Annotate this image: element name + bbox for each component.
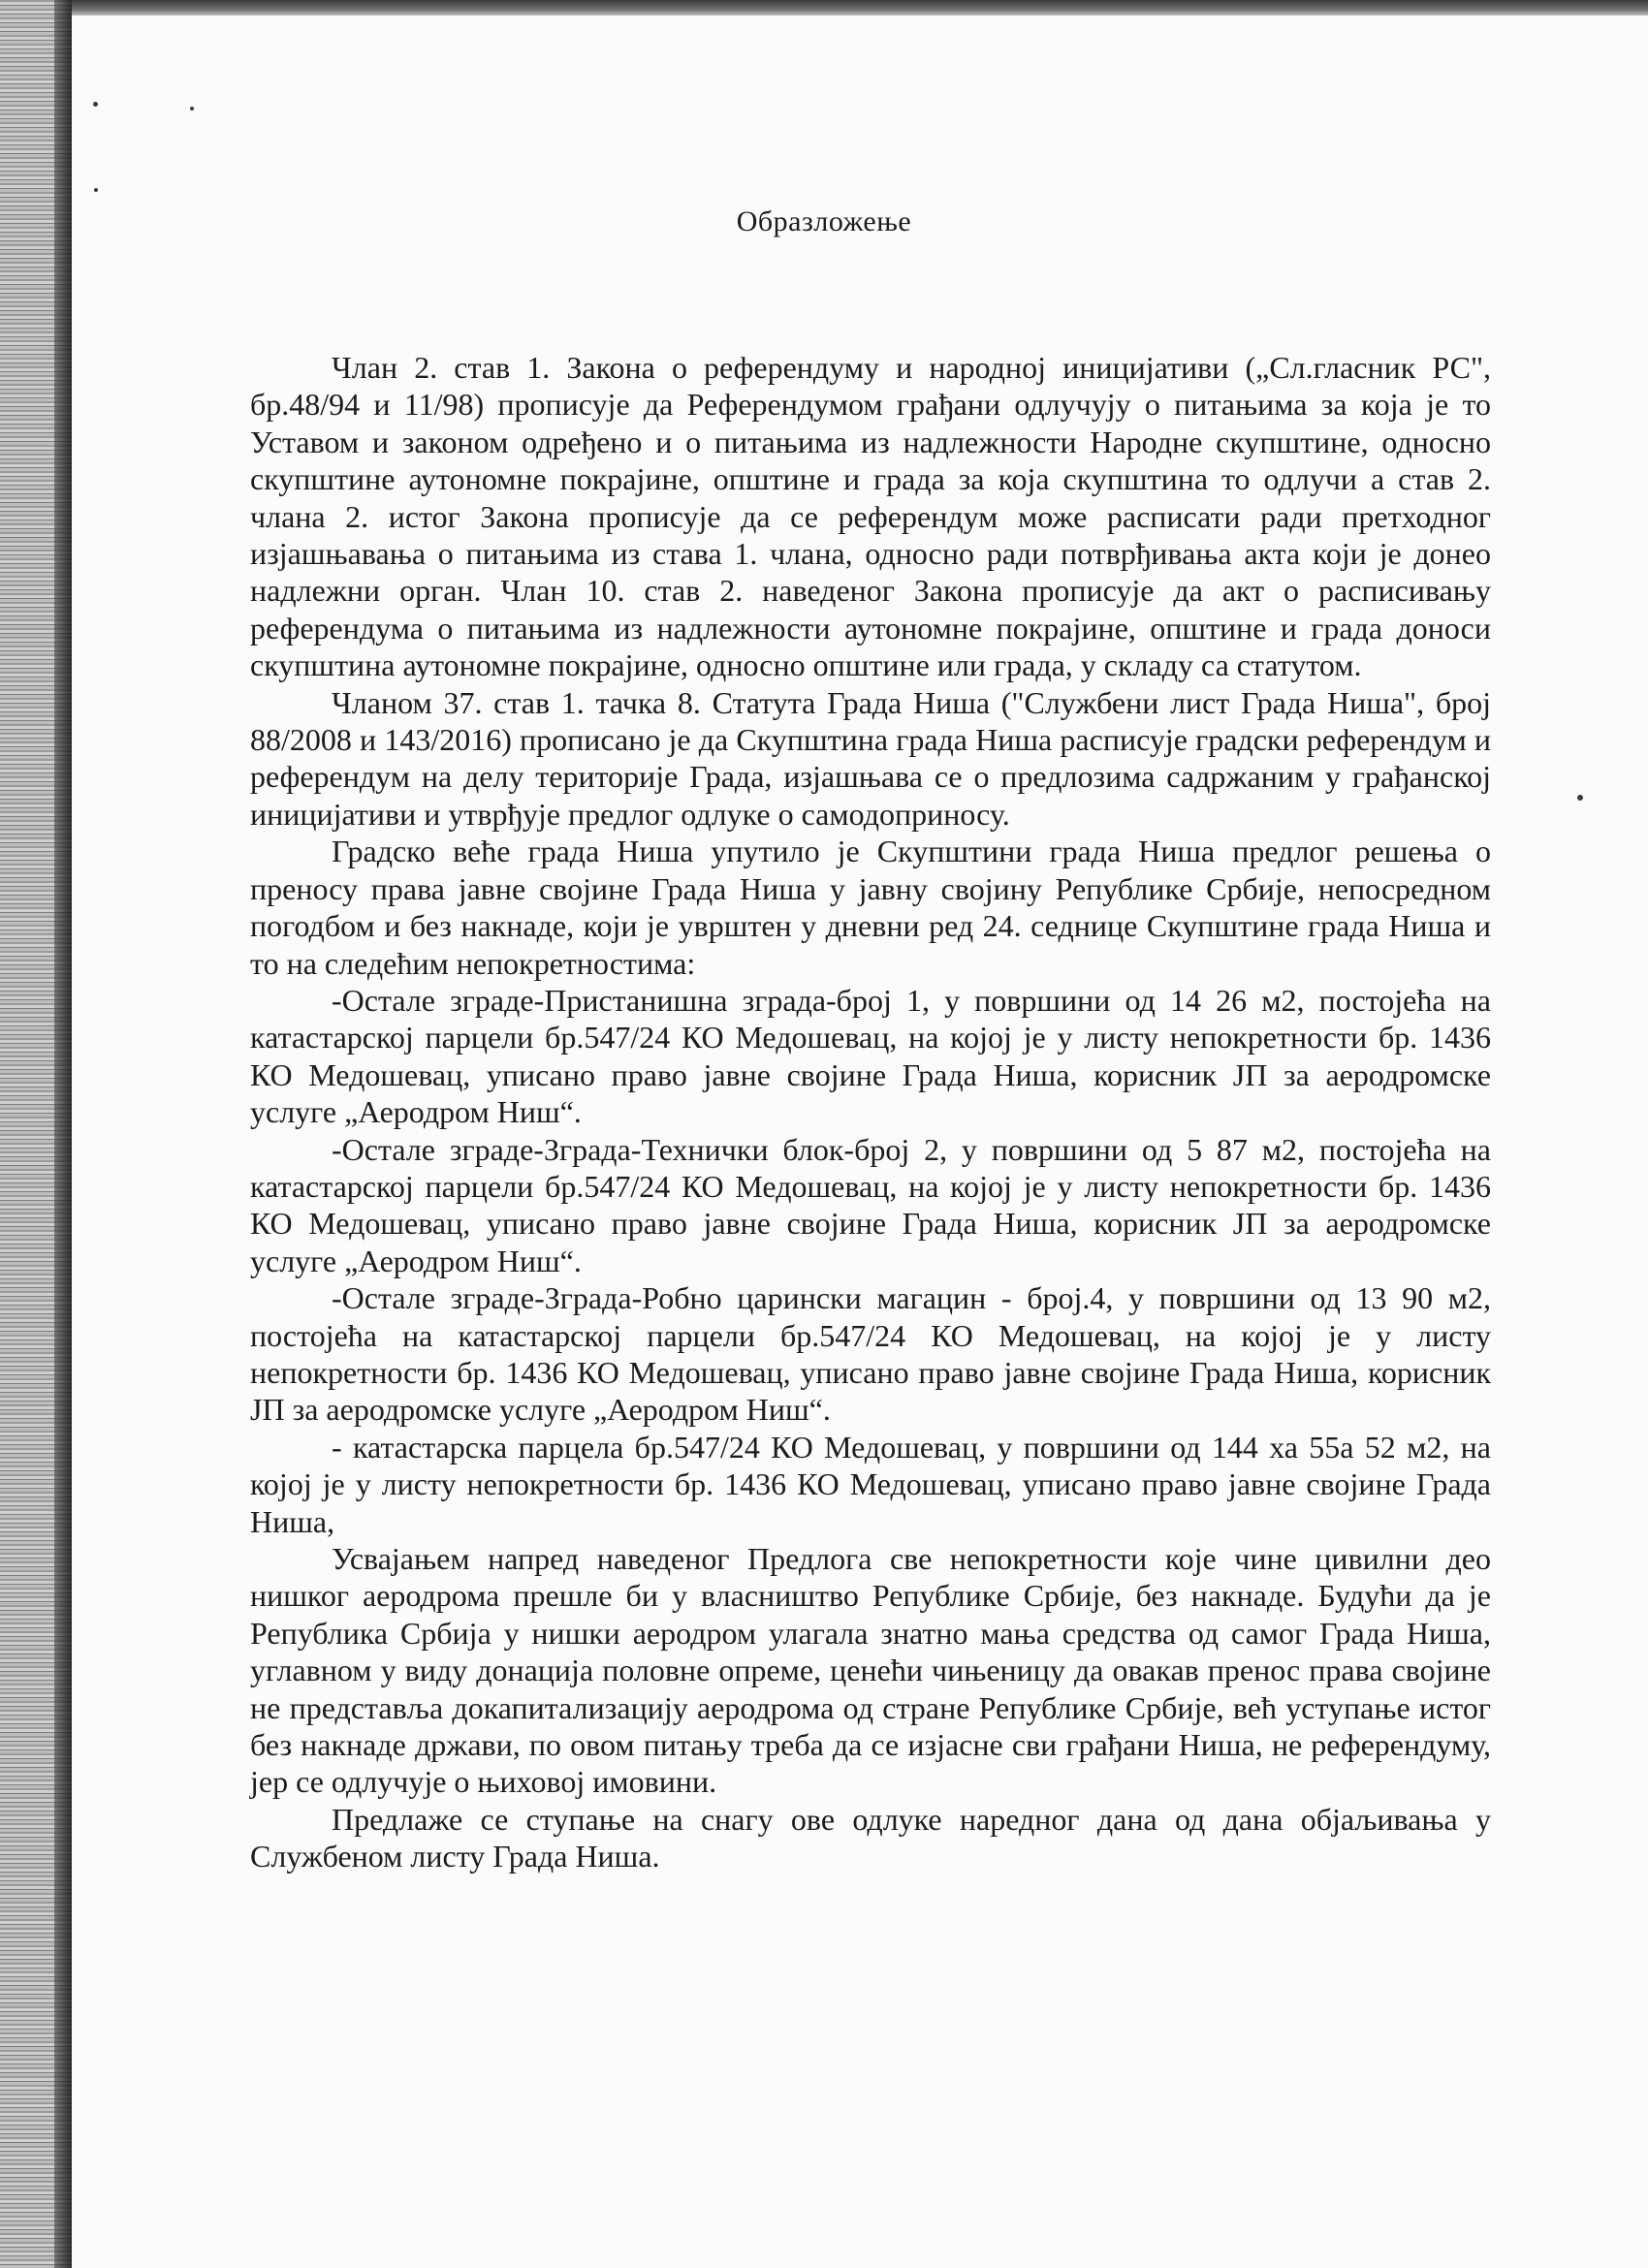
paragraph-law-article: Члан 2. став 1. Закона о референдуму и народној иницијативи („Сл.гласник РС", бр.48/94 и 11/98) прописује да Референдумом грађани одлучују о питањима за која је то Уставом и законом одређено и о питањима из надлежности Народне скупштине, односно скупштине аутономне покрајине, општине и града за која скупштина то одлучи а став 2. члана 2. истог Закона прописује да се референдум може расписати ради претходног изјашњавања о питањима из става 1. члана, односно ради потврђивања акта који је донео надлежни орган. Члан 10. став 2. наведеног Закона прописује да акт о расписивању референдума о питањима из надлежности аутономне покрајине, општине и града доноси скупштина аутономне покрајине, односно општине или града, у складу са статутом.: [250, 350, 1491, 683]
paragraph-city-council-proposal: Градско веће града Ниша упутило је Скупштини града Ниша предлог решења о преносу права јавне својине Града Ниша у јавну својину Републике Србије, непосредном погодбом и без накнаде, који је уврштен у дневни ред 24. седнице Скупштине града Ниша и то на следећим непокретностима:: [250, 834, 1491, 981]
property-item-1: -Остале зграде-Пристанишна зграда-број 1, у површини од 14 26 м2, постојећа на катастарској парцели бр.547/24 КО Медошевац, на којој је у листу непокретности бр. 1436 КО Медошевац, уписано право јавне својине Града Ниша, корисник ЈП за аеродромске услуге „Аеродром Ниш“.: [250, 982, 1491, 1130]
scan-top-band: [0, 0, 1648, 16]
document-body: [250, 349, 1491, 1875]
document-title: Образложење: [736, 205, 912, 237]
scan-left-band: [0, 0, 72, 2268]
scan-speck: [1577, 795, 1583, 801]
paragraph-statute-article: Чланом 37. став 1. тачка 8. Статута Града Ниша ("Службени лист Града Ниша", број 88/2008 и 143/2016) прописано је да Скупштина града Ниша расписује градски референдум и референдум на делу територије Града, изјашњава се о предлозима садржаним у грађанској иницијативи и утврђује предлог одлуке о самодоприносу.: [250, 684, 1491, 832]
paragraph-entry-into-force: Предлаже се ступање на снагу ове одлуке наредног дана од дана објаљивања у Службеном листу Града Ниша.: [250, 1801, 1491, 1874]
scan-speck: [94, 188, 98, 192]
property-item-4: - катастарска парцела бр.547/24 КО Медошевац, у површини од 144 ха 55а 52 м2, на којој је у листу непокретности бр. 1436 КО Медошевац, уписано право јавне својине Града Ниша,: [250, 1429, 1491, 1539]
scan-speck: [190, 107, 194, 110]
scan-speck: [93, 102, 98, 107]
property-item-2: -Остале зграде-Зграда-Технички блок-број 2, у површини од 5 87 м2, постојећа на катастарској парцели бр.547/24 КО Медошевац, на којој је у листу непокретности бр. 1436 КО Медошевац, уписано право јавне својине Града Ниша, корисник ЈП за аеродромске услуге „Аеродром Ниш“.: [250, 1131, 1491, 1278]
paragraph-reasoning: Усвајањем напред наведеног Предлога све непокретности које чине цивилни део нишког аеродрома прешле би у власништво Републике Србије, без накнаде. Будући да је Република Србија у нишки аеродром улагала знатно мања средства од самог Града Ниша, углавном у виду донација половне опреме, ценећи чињеницу да овакав пренос права својине не представља докапитализацију аеродрома од стране Републике Србије, већ уступање истог без накнаде држави, по овом питању треба да се изјасне сви грађани Ниша, не референдуму, јер се одлучује о њиховој имовини.: [250, 1541, 1491, 1800]
property-item-3: -Остале зграде-Зграда-Робно царински магацин - број.4, у површини од 13 90 м2, постојећа на катастарској парцели бр.547/24 КО Медошевац, на којој је у листу непокретности бр. 1436 КО Медошевац, уписано право јавне својине Града Ниша, корисник ЈП за аеродромске услуге „Аеродром Ниш“.: [250, 1280, 1491, 1428]
